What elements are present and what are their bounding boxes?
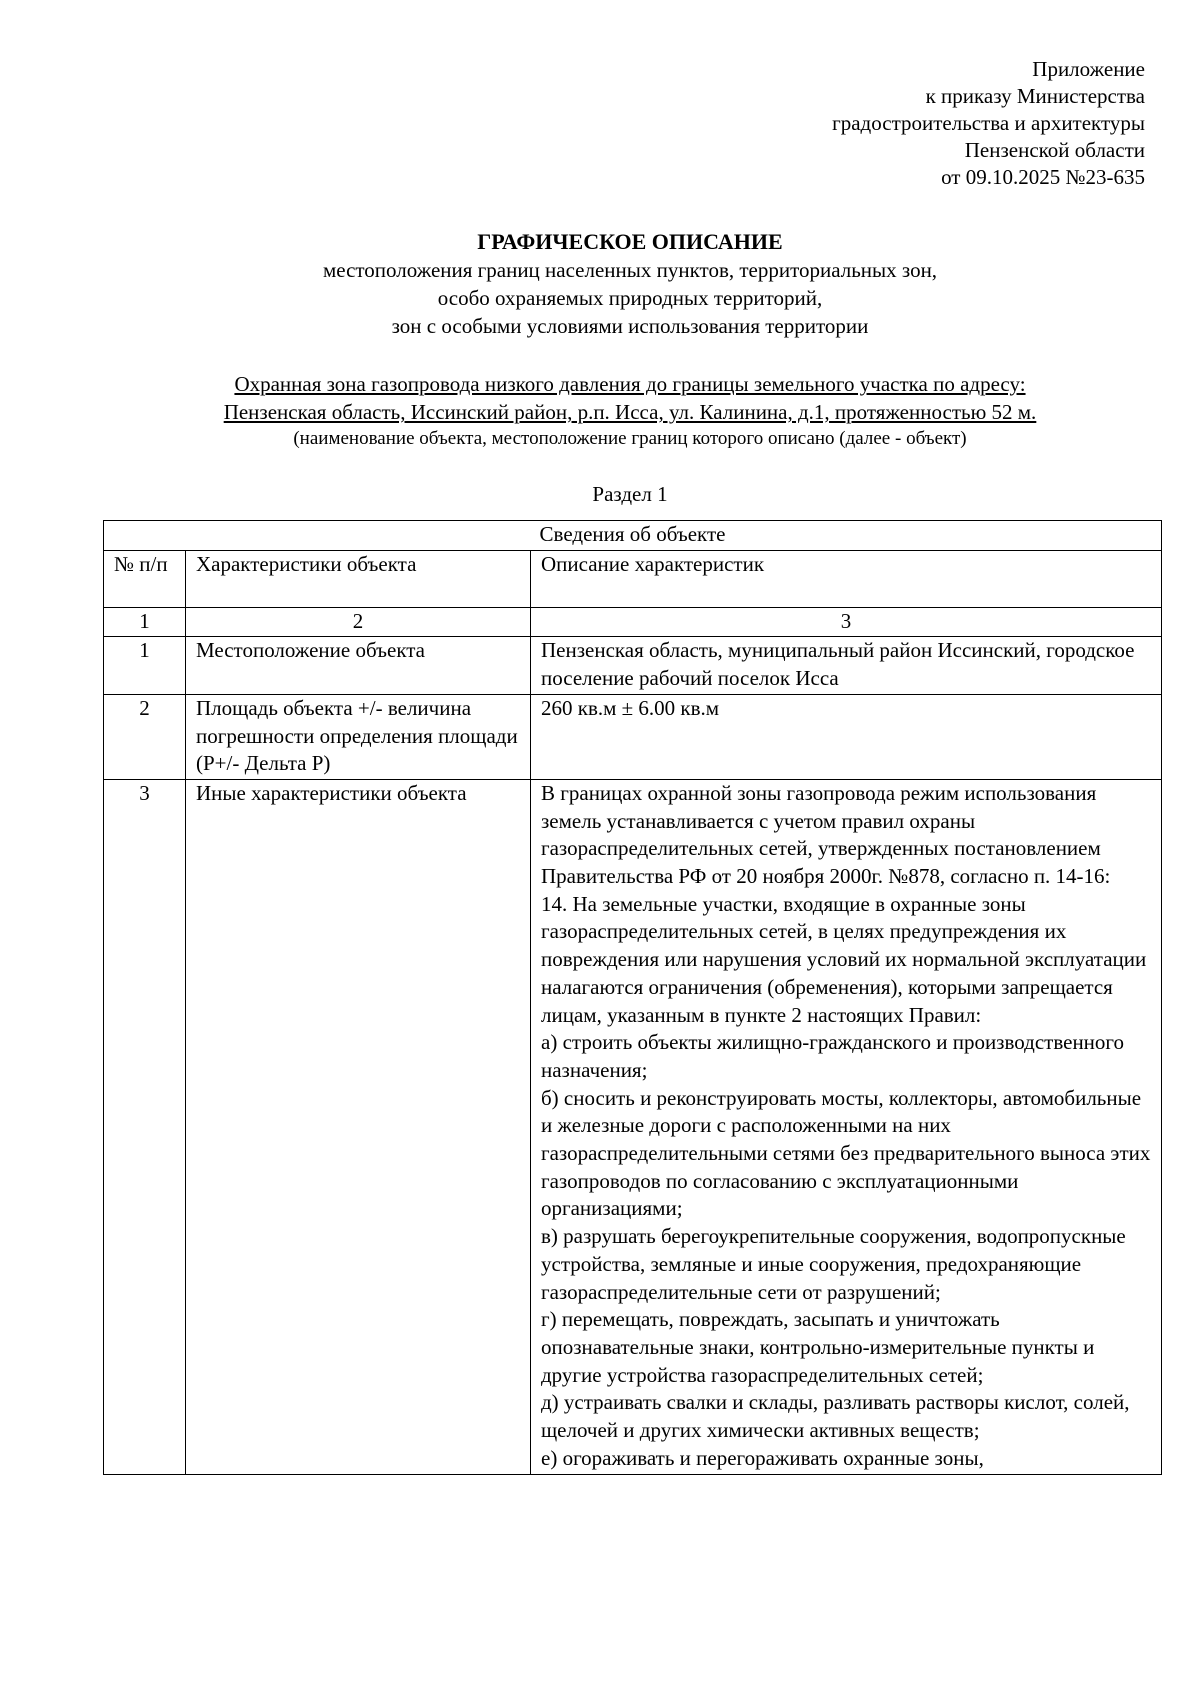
description-paragraph: 14. На земельные участки, входящие в охранные зоны газораспределительных сетей, в целях предупреждения их повреждения или нарушения условий их нормальной эксплуатации налагаются ограничения (обременения), которыми запрещается лицам, указанным в пункте 2 настоящих Правил: [541,891,1147,1027]
header-characteristic: Характеристики объекта [186,550,531,607]
table-row [104,779,1162,1474]
row-description [531,779,1162,1474]
appendix-line: Приложение [1032,57,1145,81]
description-paragraph: В границах охранной зоны газопровода режим использования земель устанавливается с учетом правил охраны газораспределительных сетей, утвержденных постановлением Правительства РФ от 20 ноября 2000г. №878, согласно п. 14-16: [541,780,1111,889]
appendix-line: градостроительства и архитектуры [832,111,1145,135]
row-number: 2 [104,694,186,779]
appendix-header [832,56,1145,191]
table-row [104,694,1162,779]
document-subtitle-line: особо охраняемых природных территорий, [437,286,823,310]
table-caption-row [104,521,1162,551]
appendix-line: Пензенской области [964,138,1145,162]
row-characteristic: Площадь объекта +/- величина погрешности определения площади (P+/- Дельта P) [186,694,531,779]
row-number: 1 [104,637,186,694]
document-title-block [0,228,1200,340]
document-title: ГРАФИЧЕСКОЕ ОПИСАНИЕ [477,229,783,254]
object-name-block [0,370,1200,452]
row-characteristic: Местоположение объекта [186,637,531,694]
description-paragraph: Пензенская область, муниципальный район Иссинский, городское поселение рабочий поселок Исса [541,638,1135,691]
description-paragraph: г) перемещать, повреждать, засыпать и уничтожать опознавательные знаки, контрольно-измерительные пункты и другие устройства газораспределительных сетей; [541,1307,1095,1387]
table-header-row [104,550,1162,607]
description-paragraph: б) сносить и реконструировать мосты, коллекторы, автомобильные и железные дороги с расположенными на них газораспределительными сетями без предварительного выноса этих газопроводов по согласованию с эксплуатационными организациями; [541,1085,1151,1221]
description-paragraph: 260 кв.м ± 6.00 кв.м [541,695,720,720]
object-name-note: (наименование объекта, местоположение границ которого описано (далее - объект) [293,428,967,449]
header-number: № п/п [104,550,186,607]
description-paragraph: е) огораживать и перегораживать охранные зоны, [541,1445,984,1470]
object-name-line: Пензенская область, Иссинский район, р.п. Исса, ул. Калинина, д.1, протяженностью 52 м. [223,400,1037,424]
description-paragraph: а) строить объекты жилищно-гражданского и производственного назначения; [541,1030,1125,1082]
table-caption: Сведения об объекте [104,521,1162,551]
description-paragraph: в) разрушать берегоукрепительные сооружения, водопропускные устройства, земляные и иные сооружения, предохраняющие газораспределительные сети от разрушений; [541,1224,1126,1304]
document-subtitle-line: зон с особыми условиями использования территории [391,314,869,338]
column-numbers-row [104,607,1162,637]
object-info-table [103,520,1162,1475]
section-label: Раздел 1 [592,482,668,506]
header-description: Описание характеристик [531,550,1162,607]
row-number: 3 [104,779,186,1474]
table-row [104,637,1162,694]
column-number: 3 [531,607,1162,637]
column-number: 1 [104,607,186,637]
row-description [531,694,1162,779]
object-name-line: Охранная зона газопровода низкого давления до границы земельного участка по адресу: [234,372,1026,396]
appendix-order-date: от 09.10.2025 №23-635 [941,165,1145,189]
column-number: 2 [186,607,531,637]
row-characteristic: Иные характеристики объекта [186,779,531,1474]
document-subtitle-line: местоположения границ населенных пунктов, территориальных зон, [322,258,938,282]
description-paragraph: д) устраивать свалки и склады, разливать растворы кислот, солей, щелочей и других химически активных веществ; [541,1390,1130,1443]
row-description [531,637,1162,694]
appendix-line: к приказу Министерства [925,84,1145,108]
